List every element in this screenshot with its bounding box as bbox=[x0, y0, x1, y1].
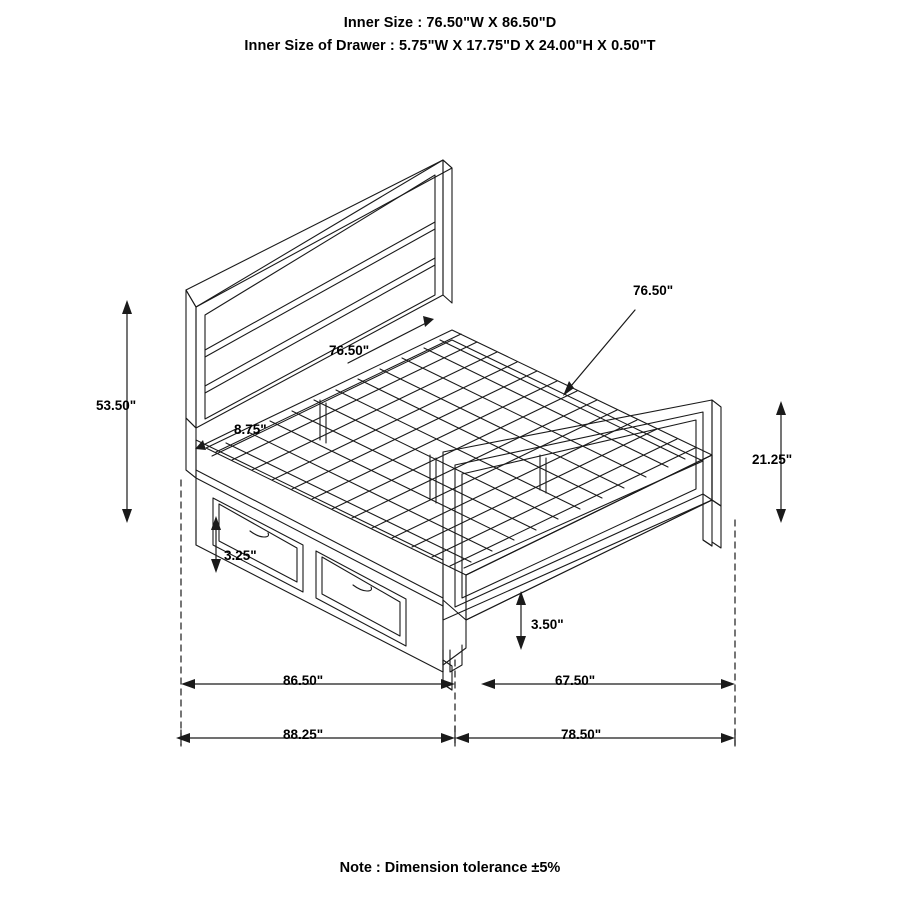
label-foot-clearance: 3.50" bbox=[531, 617, 564, 632]
side-rail-right bbox=[466, 455, 712, 620]
label-inner-width-top: 76.50" bbox=[633, 283, 674, 298]
label-foot-depth-outer: 78.50" bbox=[561, 727, 602, 742]
dim-line-slat-gap bbox=[199, 429, 236, 447]
slat-support-grid bbox=[206, 330, 712, 575]
side-rail-left-with-drawers bbox=[196, 440, 452, 690]
label-bed-length-inner: 86.50" bbox=[283, 673, 324, 688]
tolerance-note: Note : Dimension tolerance ±5% bbox=[339, 860, 561, 876]
label-foot-depth-inner: 67.50" bbox=[555, 673, 596, 688]
inner-drawer-size-text: Inner Size of Drawer : 5.75"W X 17.75"D X 24.00"H X 0.50"T bbox=[244, 38, 656, 54]
leader-inner-width-top bbox=[566, 310, 635, 392]
label-footboard-height: 21.25" bbox=[752, 452, 793, 467]
label-bed-length-outer: 88.25" bbox=[283, 727, 324, 742]
dimension-lines bbox=[122, 300, 786, 746]
headboard bbox=[186, 160, 452, 478]
label-headboard-height: 53.50" bbox=[96, 398, 137, 413]
label-inner-width-rail: 76.50" bbox=[329, 343, 370, 358]
label-slat-gap: 8.75" bbox=[234, 422, 267, 437]
label-drawer-clearance: 3.25" bbox=[224, 548, 257, 563]
inner-size-text: Inner Size : 76.50"W X 86.50"D bbox=[343, 15, 557, 31]
